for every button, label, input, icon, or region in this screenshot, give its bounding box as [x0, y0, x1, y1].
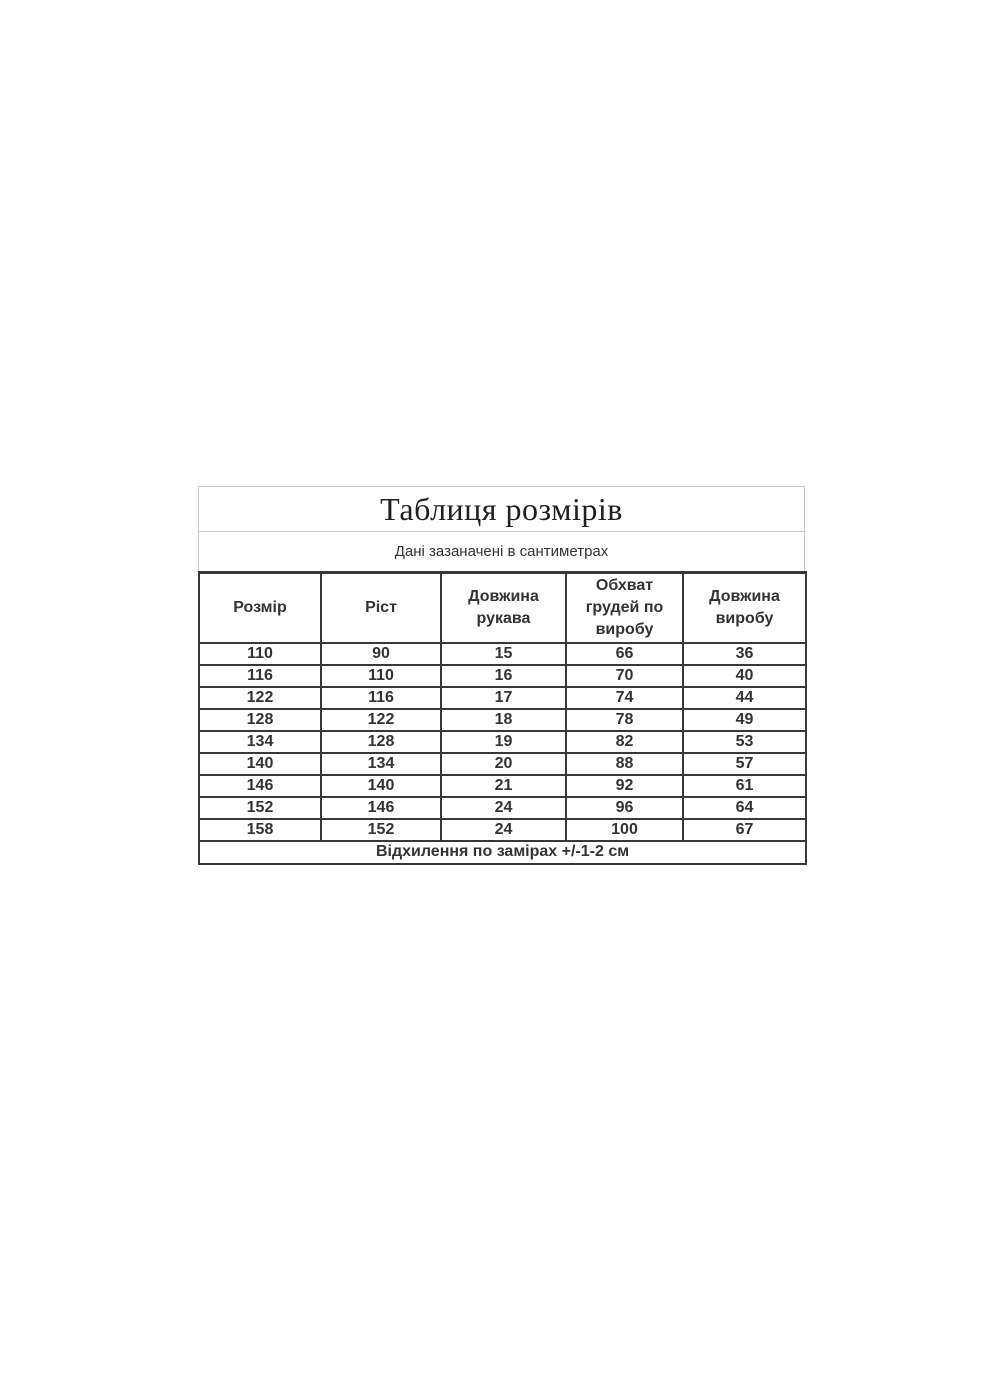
- table-row: [199, 819, 806, 841]
- column-header-size: Розмір: [199, 573, 321, 643]
- chart-title: Таблиця розмірів: [199, 487, 804, 532]
- cell-chest: 74: [566, 687, 683, 709]
- column-header-chest: Обхват грудей по виробу: [566, 573, 683, 643]
- cell-chest: 88: [566, 753, 683, 775]
- cell-length: 36: [683, 643, 806, 665]
- cell-size: 146: [199, 775, 321, 797]
- cell-chest: 96: [566, 797, 683, 819]
- cell-size: 116: [199, 665, 321, 687]
- cell-sleeve: 20: [441, 753, 566, 775]
- footer-note: Відхилення по замірах +/-1-2 см: [199, 841, 806, 864]
- cell-length: 57: [683, 753, 806, 775]
- column-header-item-length: Довжина виробу: [683, 573, 806, 643]
- cell-height: 110: [321, 665, 441, 687]
- cell-height: 122: [321, 709, 441, 731]
- cell-chest: 78: [566, 709, 683, 731]
- cell-height: 152: [321, 819, 441, 841]
- cell-size: 128: [199, 709, 321, 731]
- column-header-height: Ріст: [321, 573, 441, 643]
- cell-sleeve: 19: [441, 731, 566, 753]
- column-header-sleeve-length: Довжина рукава: [441, 573, 566, 643]
- chart-subtitle: Дані зазаначені в сантиметрах: [394, 543, 609, 560]
- footer-row: [199, 841, 806, 864]
- cell-chest: 92: [566, 775, 683, 797]
- cell-length: 64: [683, 797, 806, 819]
- cell-size: 152: [199, 797, 321, 819]
- cell-length: 53: [683, 731, 806, 753]
- size-table: [198, 571, 807, 865]
- cell-height: 140: [321, 775, 441, 797]
- cell-height: 128: [321, 731, 441, 753]
- cell-chest: 70: [566, 665, 683, 687]
- size-chart-header: [198, 486, 805, 571]
- cell-chest: 82: [566, 731, 683, 753]
- cell-height: 116: [321, 687, 441, 709]
- cell-sleeve: 24: [441, 797, 566, 819]
- cell-sleeve: 18: [441, 709, 566, 731]
- cell-height: 90: [321, 643, 441, 665]
- cell-length: 40: [683, 665, 806, 687]
- cell-sleeve: 17: [441, 687, 566, 709]
- cell-size: 110: [199, 643, 321, 665]
- table-row: [199, 731, 806, 753]
- cell-size: 158: [199, 819, 321, 841]
- table-row: [199, 753, 806, 775]
- cell-size: 134: [199, 731, 321, 753]
- table-row: [199, 665, 806, 687]
- table-row: [199, 775, 806, 797]
- cell-sleeve: 21: [441, 775, 566, 797]
- cell-length: 67: [683, 819, 806, 841]
- size-chart: [198, 486, 805, 865]
- cell-size: 122: [199, 687, 321, 709]
- cell-height: 146: [321, 797, 441, 819]
- header-row: [199, 573, 806, 643]
- cell-size: 140: [199, 753, 321, 775]
- cell-chest: 100: [566, 819, 683, 841]
- cell-length: 44: [683, 687, 806, 709]
- table-row: [199, 687, 806, 709]
- cell-length: 61: [683, 775, 806, 797]
- table-row: [199, 643, 806, 665]
- cell-sleeve: 16: [441, 665, 566, 687]
- cell-length: 49: [683, 709, 806, 731]
- cell-chest: 66: [566, 643, 683, 665]
- cell-sleeve: 15: [441, 643, 566, 665]
- table-row: [199, 797, 806, 819]
- cell-height: 134: [321, 753, 441, 775]
- table-row: [199, 709, 806, 731]
- cell-sleeve: 24: [441, 819, 566, 841]
